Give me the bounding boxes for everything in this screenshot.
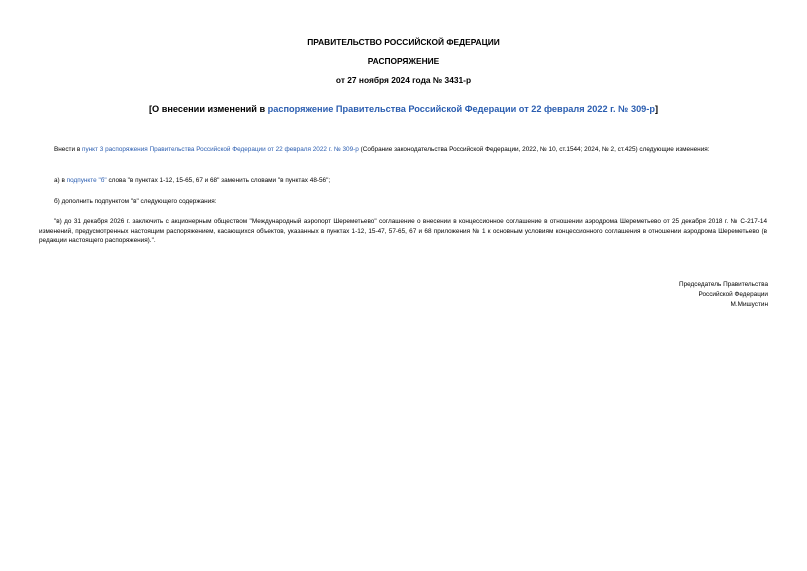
government-heading: ПРАВИТЕЛЬСТВО РОССИЙСКОЙ ФЕДЕРАЦИИ	[307, 37, 500, 47]
signatory-name: М.Мишустин	[730, 301, 768, 308]
point-3-reference-link[interactable]: пункт 3 распоряжения Правительства Российской Федерации от 22 февраля 2022 г. № 309-р	[81, 146, 359, 153]
paragraph-item-b: б) дополнить подпунктом "в" следующего содержания:	[54, 198, 217, 205]
title-open-text: [О внесении изменений в	[148, 104, 268, 114]
paragraph-item-a	[39, 176, 767, 186]
signatory-position-line1: Председатель Правительства	[679, 281, 768, 288]
paragraph-item-a-tail: слова "в пунктах 1-12, 15-65, 67 и 68" заменить словами "в пунктах 48-56";	[106, 177, 331, 184]
signatory-position-line2: Российской Федерации	[698, 291, 768, 298]
signature-block	[568, 280, 768, 310]
paragraph-intro-tail: (Собрание законодательства Российской Федерации, 2022, № 10, ст.1544; 2024, № 2, ст.425) следующие изменения:	[358, 146, 710, 153]
paragraph-intro	[39, 145, 767, 155]
title-close-text: ]	[654, 104, 659, 114]
title-reference-link[interactable]: распоряжение Правительства Российской Федерации от 22 февраля 2022 г. № 309-р	[267, 104, 655, 114]
document-date-line: от 27 ноября 2024 года № 3431-р	[335, 75, 472, 85]
document-title	[0, 104, 807, 114]
paragraph-new-subpoint-v: "в) до 31 декабря 2026 г. заключить с акционерным обществом "Международный аэропорт Шереметьево" соглашение о внесении в концессионное соглашение в отношении аэродрома Шереметьево от 25 декабря 2018 г. № С-217-14 изменений, предусмотренных настоящим распоряжением, касающихся объектов, указанных в пунктах 1-12, 15-47, 57-65, 67 и 68 приложения № 1 к основным условиям концессионного соглашения в отношении аэродрома Шереметьево (в редакции настоящего распоряжения).".	[39, 218, 767, 244]
paragraph-intro-lead: Внести в	[54, 146, 82, 153]
subpoint-b-link[interactable]: подпункте "б"	[66, 177, 107, 184]
paragraph-item-a-lead: а) в	[54, 177, 67, 184]
document-type-heading: РАСПОРЯЖЕНИЕ	[367, 56, 440, 66]
